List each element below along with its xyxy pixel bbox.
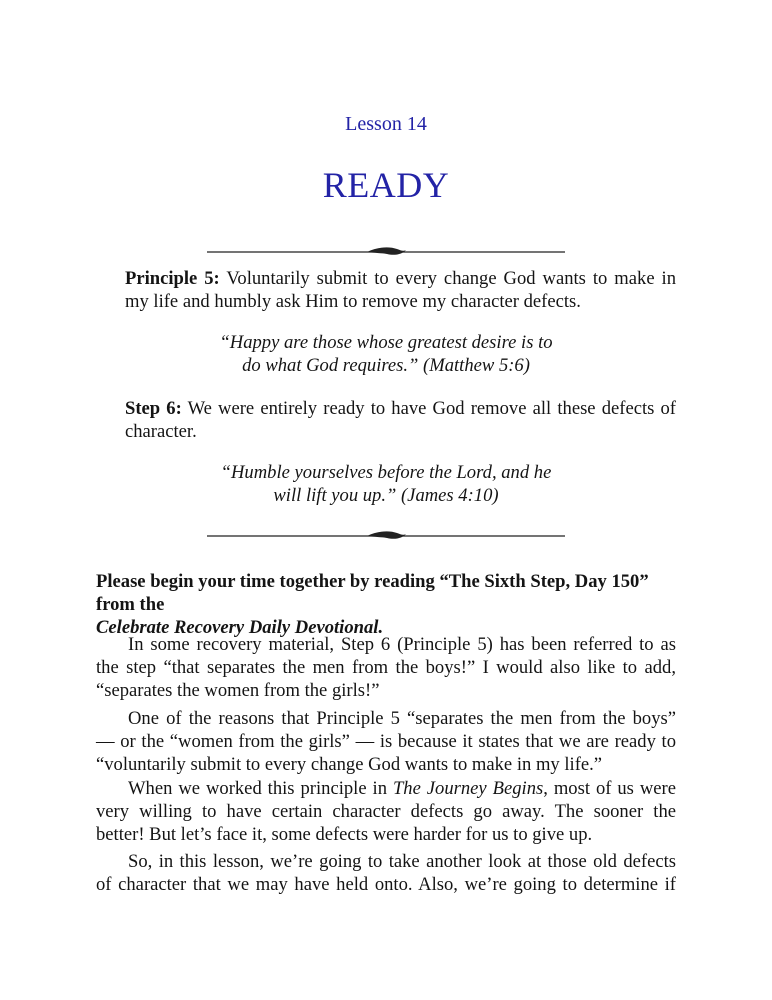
body-line: So, in this lesson, we’re going to take another look at those old defects	[128, 851, 676, 872]
book-title: The Journey Begins	[392, 778, 544, 799]
devotional-title: Celebrate Recovery Daily Devotional.	[96, 617, 384, 638]
quote-line: will lift you up.” (James 4:10)	[273, 485, 499, 506]
quote-line: do what God requires.” (Matthew 5:6)	[242, 355, 530, 376]
body-line	[96, 777, 676, 800]
body-line: better! But let’s face it, some defects were harder for us to give up.	[96, 824, 593, 845]
step-label: Step 6:	[125, 398, 182, 419]
lesson-number: Lesson 14	[345, 113, 427, 135]
body-line: the step “that separates the men from the boys!” I would also like to add,	[96, 657, 676, 678]
scripture-quote-matthew	[180, 331, 592, 377]
quote-line: “Humble yourselves before the Lord, and he	[220, 462, 552, 483]
body-line: “voluntarily submit to every change God wants to make in my life.”	[96, 754, 603, 775]
ornamental-divider	[207, 245, 565, 259]
body-line: “separates the women from the girls!”	[96, 680, 380, 701]
lesson-title: READY	[322, 165, 450, 205]
scripture-quote-james	[180, 461, 592, 507]
step-text: We were entirely ready to have God remove all these defects of character.	[125, 398, 676, 442]
body-line: In some recovery material, Step 6 (Principle 5) has been referred to as	[128, 634, 676, 655]
quote-line: “Happy are those whose greatest desire is to	[219, 332, 553, 353]
instruction-line: Please begin your time together by reading “The Sixth Step, Day 150”	[96, 571, 649, 592]
principle-label: Principle 5:	[125, 268, 220, 289]
principle-text: Voluntarily submit to every change God wants to make in my life and humbly ask Him to remove my character defects.	[125, 268, 676, 312]
body-line: — or the “women from the girls” — is because it states that we are ready to	[96, 731, 676, 752]
ornamental-divider	[207, 529, 565, 543]
principle-statement	[125, 267, 676, 313]
reading-instruction	[96, 570, 676, 639]
body-line: One of the reasons that Principle 5 “separates the men from the boys”	[128, 708, 676, 729]
body-line: of character that we may have held onto. Also, we’re going to determine if	[96, 874, 676, 895]
instruction-prefix: from the	[96, 594, 165, 615]
body-text: , most of us were	[543, 778, 676, 799]
body-line: very willing to have certain character defects go away. The sooner the	[96, 801, 676, 822]
step-statement	[125, 397, 676, 443]
body-text: When we worked this principle in	[128, 778, 393, 799]
